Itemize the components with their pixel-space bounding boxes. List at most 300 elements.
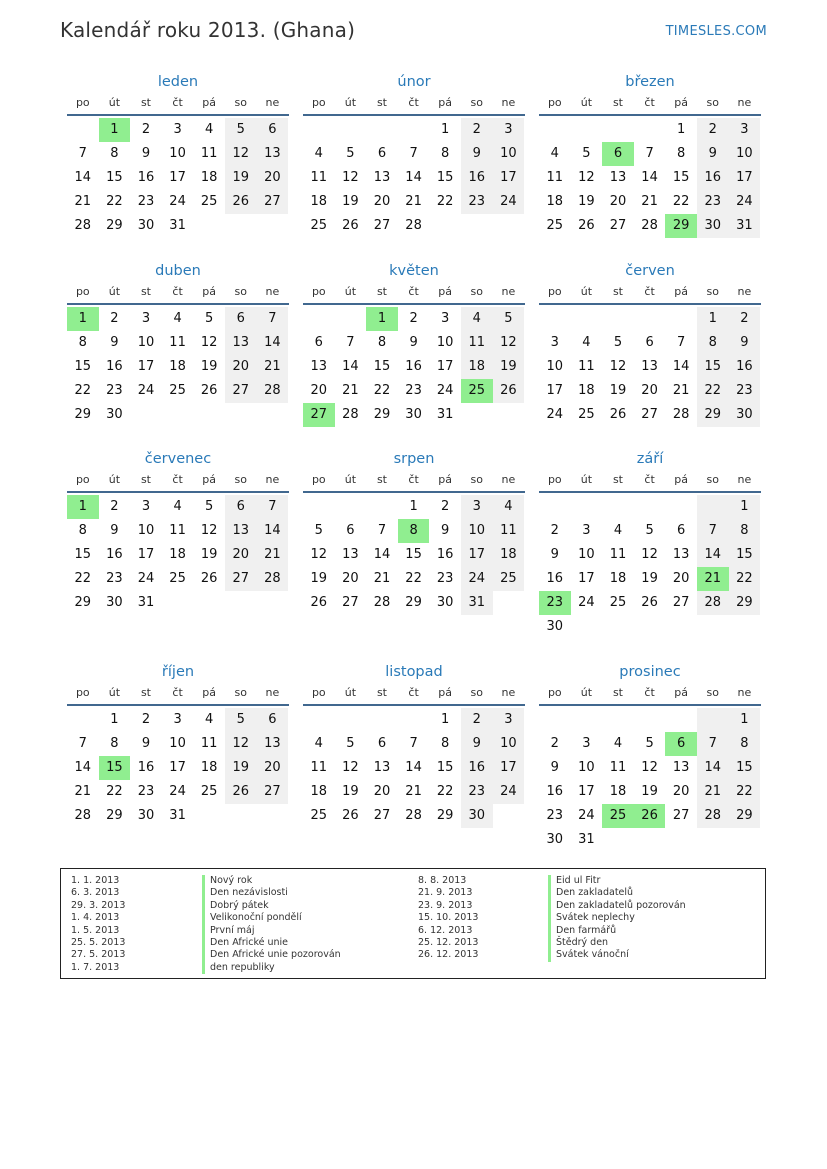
weekday-label: út: [108, 473, 121, 486]
day-cell: 11: [169, 523, 186, 538]
day-grid: [67, 708, 289, 828]
day-cell: 8: [110, 736, 119, 751]
day-cell: 31: [729, 214, 761, 238]
day-cell: 20: [342, 571, 359, 586]
day-cell: 9: [697, 142, 729, 166]
day-cell: 13: [641, 359, 658, 374]
day-cell: 23: [106, 383, 123, 398]
month-name: září: [636, 451, 664, 467]
empty-cell: [539, 118, 571, 142]
day-cell: 21: [257, 543, 289, 567]
day-cell: 31: [169, 808, 186, 823]
empty-cell: [303, 307, 335, 331]
weekday-header: [539, 92, 761, 116]
day-cell: 20: [257, 166, 289, 190]
weekday-label: so: [470, 473, 483, 486]
day-grid: [303, 307, 525, 427]
weekday-label: čt: [172, 285, 183, 298]
day-cell: 25: [200, 194, 218, 209]
day-cell: 21: [257, 355, 289, 379]
day-cell: 8: [441, 146, 450, 161]
weekday-label: st: [140, 96, 151, 109]
day-cell: 24: [546, 407, 564, 422]
day-cell: 28: [405, 808, 422, 823]
day-cell: 22: [405, 571, 422, 586]
day-cell: 13: [342, 547, 359, 562]
empty-cell: [366, 708, 398, 732]
day-cell: 14: [257, 519, 289, 543]
day-cell: 17: [578, 784, 595, 799]
month-březen: [539, 72, 761, 238]
day-cell: 11: [461, 331, 493, 355]
day-cell: 26: [225, 780, 257, 804]
holiday-name: Svátek vánoční: [556, 949, 629, 961]
day-cell: 16: [461, 756, 493, 780]
day-cell: 18: [609, 784, 627, 799]
day-cell: 26: [200, 383, 218, 398]
holiday-date: 6. 12. 2013: [418, 924, 473, 936]
day-cell: 16: [405, 359, 422, 374]
day-cell: 3: [582, 736, 591, 751]
day-cell: 10: [729, 142, 761, 166]
weekday-label: pá: [202, 473, 217, 486]
holiday-day-cell: 6: [665, 732, 697, 756]
weekday-header: [303, 469, 525, 493]
holiday-date: 1. 1. 2013: [71, 875, 120, 886]
holiday-name: Den farmářů: [556, 924, 617, 936]
empty-cell: [602, 118, 634, 142]
day-cell: 31: [169, 218, 186, 233]
weekday-label: út: [580, 686, 593, 699]
weekday-label: ne: [265, 96, 280, 109]
weekday-label: so: [706, 285, 719, 298]
holiday-day-cell: 8: [398, 519, 430, 543]
holiday-date: 6. 3. 2013: [71, 887, 120, 899]
day-cell: 29: [405, 595, 422, 610]
weekday-label: po: [547, 473, 562, 486]
day-cell: 4: [173, 499, 182, 514]
day-cell: 2: [461, 118, 493, 142]
weekday-label: út: [344, 686, 357, 699]
day-cell: 4: [205, 122, 214, 137]
day-cell: 30: [546, 619, 564, 634]
day-cell: 9: [141, 146, 151, 161]
day-cell: 30: [436, 595, 454, 610]
day-cell: 24: [169, 194, 186, 209]
empty-cell: [571, 495, 603, 519]
weekday-label: st: [376, 96, 387, 109]
day-cell: 4: [613, 523, 623, 538]
holiday-name: Svátek neplechy: [556, 912, 635, 924]
weekday-label: út: [108, 285, 121, 298]
month-září: [539, 449, 761, 639]
holiday-name: První máj: [210, 924, 255, 936]
empty-cell: [602, 307, 634, 331]
holiday-day-cell: 1: [99, 118, 131, 142]
day-cell: 15: [729, 543, 761, 567]
day-cell: 26: [225, 190, 257, 214]
day-cell: 2: [729, 307, 761, 331]
holiday-day-cell: 25: [602, 804, 634, 828]
empty-cell: [366, 495, 398, 519]
day-cell: 25: [578, 407, 595, 422]
day-cell: 8: [441, 736, 450, 751]
holiday-name: Velikonoční pondělí: [210, 912, 302, 924]
empty-cell: [571, 118, 603, 142]
day-cell: 12: [342, 760, 359, 775]
day-cell: 23: [461, 780, 493, 804]
day-cell: 11: [200, 736, 218, 751]
day-cell: 19: [342, 784, 359, 799]
holiday-names-column-2: [548, 875, 686, 962]
day-cell: 22: [436, 784, 454, 799]
day-cell: 10: [578, 547, 595, 562]
weekday-label: po: [311, 96, 326, 109]
day-cell: 24: [578, 595, 595, 610]
weekday-label: pá: [438, 96, 453, 109]
day-cell: 9: [110, 335, 119, 350]
weekday-label: pá: [674, 96, 689, 109]
day-cell: 18: [169, 359, 186, 374]
day-cell: 20: [641, 383, 658, 398]
day-cell: 18: [310, 784, 328, 799]
day-cell: 21: [342, 383, 359, 398]
weekday-label: pá: [674, 686, 689, 699]
day-cell: 19: [342, 194, 359, 209]
day-cell: 15: [74, 359, 92, 374]
empty-cell: [665, 307, 697, 331]
day-cell: 8: [729, 732, 761, 756]
weekday-label: po: [311, 473, 326, 486]
day-cell: 1: [441, 122, 450, 137]
month-červen: [539, 261, 761, 427]
day-cell: 27: [609, 218, 627, 233]
weekday-header: [303, 281, 525, 305]
weekday-label: ne: [501, 686, 516, 699]
day-cell: 17: [461, 543, 493, 567]
day-cell: 23: [697, 190, 729, 214]
weekday-label: ne: [737, 686, 752, 699]
day-cell: 5: [205, 499, 214, 514]
day-cell: 28: [74, 808, 92, 823]
day-cell: 24: [461, 567, 493, 591]
day-cell: 13: [257, 142, 289, 166]
day-cell: 19: [641, 784, 658, 799]
day-cell: 3: [550, 335, 559, 350]
day-cell: 23: [405, 383, 422, 398]
day-cell: 22: [74, 571, 92, 586]
day-cell: 14: [697, 543, 729, 567]
day-cell: 27: [257, 780, 289, 804]
empty-cell: [634, 307, 666, 331]
day-cell: 6: [377, 146, 387, 161]
day-cell: 15: [373, 359, 391, 374]
holiday-name: Eid ul Fitr: [556, 875, 601, 886]
day-cell: 30: [106, 407, 123, 422]
day-cell: 6: [225, 495, 257, 519]
weekday-label: po: [311, 285, 326, 298]
day-cell: 2: [110, 311, 119, 326]
day-cell: 31: [461, 591, 493, 615]
day-cell: 27: [641, 407, 658, 422]
weekday-label: so: [706, 686, 719, 699]
day-cell: 20: [672, 784, 690, 799]
day-grid: [303, 118, 525, 238]
day-cell: 12: [225, 142, 257, 166]
empty-cell: [571, 307, 603, 331]
day-cell: 14: [257, 331, 289, 355]
weekday-label: ne: [265, 285, 280, 298]
day-cell: 27: [225, 379, 257, 403]
weekday-label: út: [108, 686, 121, 699]
day-cell: 17: [169, 760, 186, 775]
holiday-legend: [60, 868, 766, 979]
weekday-label: čt: [644, 686, 655, 699]
weekday-label: so: [470, 686, 483, 699]
day-cell: 22: [373, 383, 391, 398]
day-cell: 26: [609, 407, 627, 422]
day-cell: 18: [310, 194, 328, 209]
day-cell: 6: [314, 335, 323, 350]
day-cell: 11: [310, 170, 328, 185]
day-cell: 14: [405, 760, 422, 775]
day-cell: 24: [137, 383, 155, 398]
day-grid: [67, 118, 289, 238]
weekday-header: [539, 469, 761, 493]
weekday-label: st: [612, 285, 623, 298]
day-cell: 29: [729, 591, 761, 615]
month-únor: [303, 72, 525, 238]
day-cell: 14: [641, 170, 658, 185]
day-cell: 28: [342, 407, 359, 422]
day-cell: 17: [493, 166, 525, 190]
day-cell: 15: [672, 170, 690, 185]
day-cell: 12: [200, 523, 218, 538]
day-cell: 30: [405, 407, 422, 422]
day-cell: 12: [609, 359, 627, 374]
day-cell: 30: [137, 218, 155, 233]
day-cell: 13: [609, 170, 627, 185]
empty-cell: [398, 708, 430, 732]
day-cell: 11: [546, 170, 564, 185]
holiday-name: den republiky: [210, 961, 275, 973]
day-cell: 10: [169, 146, 186, 161]
weekday-label: ne: [265, 473, 280, 486]
holiday-day-cell: 26: [634, 804, 666, 828]
weekday-label: pá: [202, 285, 217, 298]
day-cell: 29: [74, 595, 92, 610]
day-cell: 12: [225, 732, 257, 756]
day-cell: 9: [409, 335, 418, 350]
day-cell: 3: [441, 311, 450, 326]
holiday-name: Štědrý den: [556, 937, 609, 949]
day-cell: 17: [578, 571, 595, 586]
holiday-date: 23. 9. 2013: [418, 899, 473, 911]
day-cell: 19: [578, 194, 595, 209]
holiday-date: 8. 8. 2013: [418, 875, 467, 886]
day-cell: 12: [578, 170, 595, 185]
day-cell: 30: [106, 595, 123, 610]
empty-cell: [602, 708, 634, 732]
day-cell: 1: [677, 122, 686, 137]
day-cell: 3: [173, 122, 182, 137]
day-cell: 27: [257, 190, 289, 214]
weekday-label: ne: [737, 473, 752, 486]
day-cell: 18: [609, 571, 627, 586]
weekday-label: čt: [172, 96, 183, 109]
weekday-label: pá: [674, 473, 689, 486]
day-cell: 26: [310, 595, 328, 610]
day-cell: 6: [346, 523, 355, 538]
day-cell: 8: [377, 335, 387, 350]
day-cell: 30: [697, 214, 729, 238]
day-cell: 22: [436, 194, 454, 209]
day-cell: 25: [310, 808, 328, 823]
day-cell: 4: [582, 335, 591, 350]
day-cell: 14: [697, 756, 729, 780]
month-květen: [303, 261, 525, 427]
day-cell: 20: [310, 383, 328, 398]
day-cell: 5: [582, 146, 591, 161]
day-cell: 29: [106, 218, 123, 233]
day-cell: 12: [641, 547, 658, 562]
day-cell: 9: [141, 736, 151, 751]
weekday-label: ne: [501, 96, 516, 109]
weekday-label: čt: [644, 285, 655, 298]
day-cell: 2: [141, 712, 151, 727]
day-cell: 16: [461, 166, 493, 190]
day-grid: [539, 118, 761, 238]
day-cell: 21: [405, 194, 422, 209]
empty-cell: [67, 118, 99, 142]
day-cell: 11: [493, 519, 525, 543]
holiday-day-cell: 25: [461, 379, 493, 403]
holiday-day-cell: 27: [303, 403, 335, 427]
month-name: leden: [157, 74, 199, 90]
day-cell: 2: [550, 736, 559, 751]
day-cell: 5: [205, 311, 214, 326]
day-cell: 12: [342, 170, 359, 185]
day-cell: 23: [106, 571, 123, 586]
day-cell: 20: [373, 784, 391, 799]
holiday-date: 15. 10. 2013: [418, 912, 479, 924]
day-cell: 7: [677, 335, 686, 350]
day-cell: 4: [461, 307, 493, 331]
day-cell: 19: [310, 571, 328, 586]
month-name: prosinec: [619, 664, 681, 680]
weekday-label: st: [612, 473, 623, 486]
day-cell: 6: [645, 335, 654, 350]
day-cell: 26: [578, 218, 595, 233]
day-cell: 29: [373, 407, 391, 422]
day-cell: 2: [550, 523, 559, 538]
day-cell: 7: [409, 736, 418, 751]
day-cell: 9: [461, 732, 493, 756]
day-cell: 21: [405, 784, 422, 799]
weekday-label: pá: [438, 285, 453, 298]
weekday-label: po: [75, 96, 90, 109]
day-cell: 16: [729, 355, 761, 379]
day-cell: 23: [137, 784, 155, 799]
day-cell: 14: [74, 760, 92, 775]
holiday-day-cell: 6: [602, 142, 634, 166]
weekday-label: po: [75, 686, 90, 699]
month-name: duben: [155, 263, 201, 279]
day-cell: 7: [346, 335, 355, 350]
empty-cell: [634, 495, 666, 519]
day-cell: 25: [200, 784, 218, 799]
weekday-label: so: [234, 473, 247, 486]
day-cell: 4: [314, 736, 323, 751]
day-cell: 17: [546, 383, 564, 398]
day-cell: 3: [173, 712, 182, 727]
holiday-date: 1. 7. 2013: [71, 961, 120, 973]
weekday-label: ne: [265, 686, 280, 699]
day-cell: 13: [225, 519, 257, 543]
weekday-label: pá: [202, 686, 217, 699]
site-link[interactable]: TIMESLES.COM: [665, 24, 767, 39]
day-cell: 1: [110, 712, 119, 727]
empty-cell: [303, 495, 335, 519]
day-cell: 12: [200, 335, 218, 350]
day-cell: 25: [546, 218, 564, 233]
empty-cell: [398, 118, 430, 142]
day-cell: 9: [441, 523, 450, 538]
day-cell: 14: [342, 359, 359, 374]
holiday-dates-column-2: [418, 875, 528, 962]
day-cell: 29: [697, 403, 729, 427]
day-cell: 2: [141, 122, 151, 137]
page-title: Kalendář roku 2013. (Ghana): [60, 18, 356, 42]
day-cell: 10: [546, 359, 564, 374]
day-cell: 7: [257, 307, 289, 331]
day-cell: 22: [729, 780, 761, 804]
day-cell: 15: [729, 756, 761, 780]
holiday-day-cell: 1: [67, 495, 99, 519]
day-cell: 8: [110, 146, 119, 161]
holiday-date: 26. 12. 2013: [418, 949, 479, 961]
day-cell: 25: [169, 571, 186, 586]
empty-cell: [539, 708, 571, 732]
day-cell: 23: [729, 379, 761, 403]
day-cell: 25: [493, 567, 525, 591]
weekday-label: út: [344, 285, 357, 298]
day-cell: 9: [550, 760, 559, 775]
day-cell: 4: [173, 311, 182, 326]
weekday-label: so: [234, 285, 247, 298]
day-cell: 16: [106, 547, 123, 562]
empty-cell: [335, 307, 367, 331]
holiday-day-cell: 23: [539, 591, 571, 615]
day-cell: 8: [677, 146, 686, 161]
weekday-label: čt: [644, 96, 655, 109]
weekday-header: [67, 281, 289, 305]
day-cell: 24: [436, 383, 454, 398]
day-cell: 5: [645, 523, 654, 538]
weekday-label: út: [344, 473, 357, 486]
month-říjen: [67, 662, 289, 828]
day-cell: 26: [200, 571, 218, 586]
empty-cell: [539, 495, 571, 519]
weekday-header: [67, 92, 289, 116]
day-cell: 13: [373, 170, 391, 185]
day-cell: 20: [225, 355, 257, 379]
holiday-name: Dobrý pátek: [210, 899, 269, 911]
weekday-label: st: [140, 285, 151, 298]
day-cell: 15: [74, 547, 92, 562]
holiday-day-cell: 29: [665, 214, 697, 238]
day-cell: 16: [697, 166, 729, 190]
